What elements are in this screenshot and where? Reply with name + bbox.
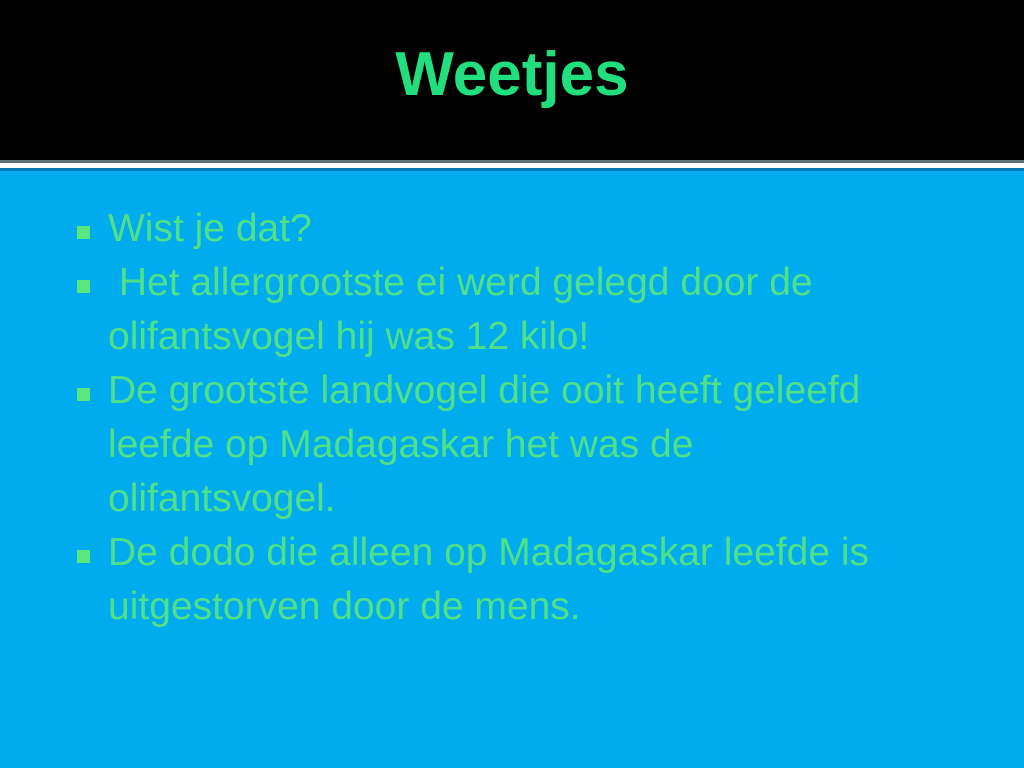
bullet-item-3 xyxy=(76,364,964,526)
bullet-list xyxy=(76,202,964,634)
bullet-square-icon xyxy=(77,280,90,293)
bullet-text: Wist je dat? xyxy=(108,207,312,250)
bullet-text: leefde op Madagaskar het was de xyxy=(108,423,694,466)
slide-title: Weetjes xyxy=(395,40,629,109)
bullet-square-icon xyxy=(77,550,90,563)
bullet-item-2 xyxy=(76,256,964,364)
bullet-text: De grootste landvogel die ooit heeft geleefd xyxy=(108,369,861,412)
bullet-square-icon xyxy=(77,226,90,239)
bullet-square-icon xyxy=(77,388,90,401)
bullet-text: Het allergrootste ei werd gelegd door de xyxy=(108,261,813,304)
slide-title-band xyxy=(0,0,1024,160)
bullet-text: olifantsvogel hij was 12 kilo! xyxy=(108,315,590,358)
bullet-item-1 xyxy=(76,202,964,256)
bullet-text: uitgestorven door de mens. xyxy=(108,585,581,628)
bullet-text: De dodo die alleen op Madagaskar leefde is xyxy=(108,531,870,574)
bullet-item-4 xyxy=(76,526,964,634)
bullet-text: olifantsvogel. xyxy=(108,477,336,520)
slide-body xyxy=(0,171,1024,634)
